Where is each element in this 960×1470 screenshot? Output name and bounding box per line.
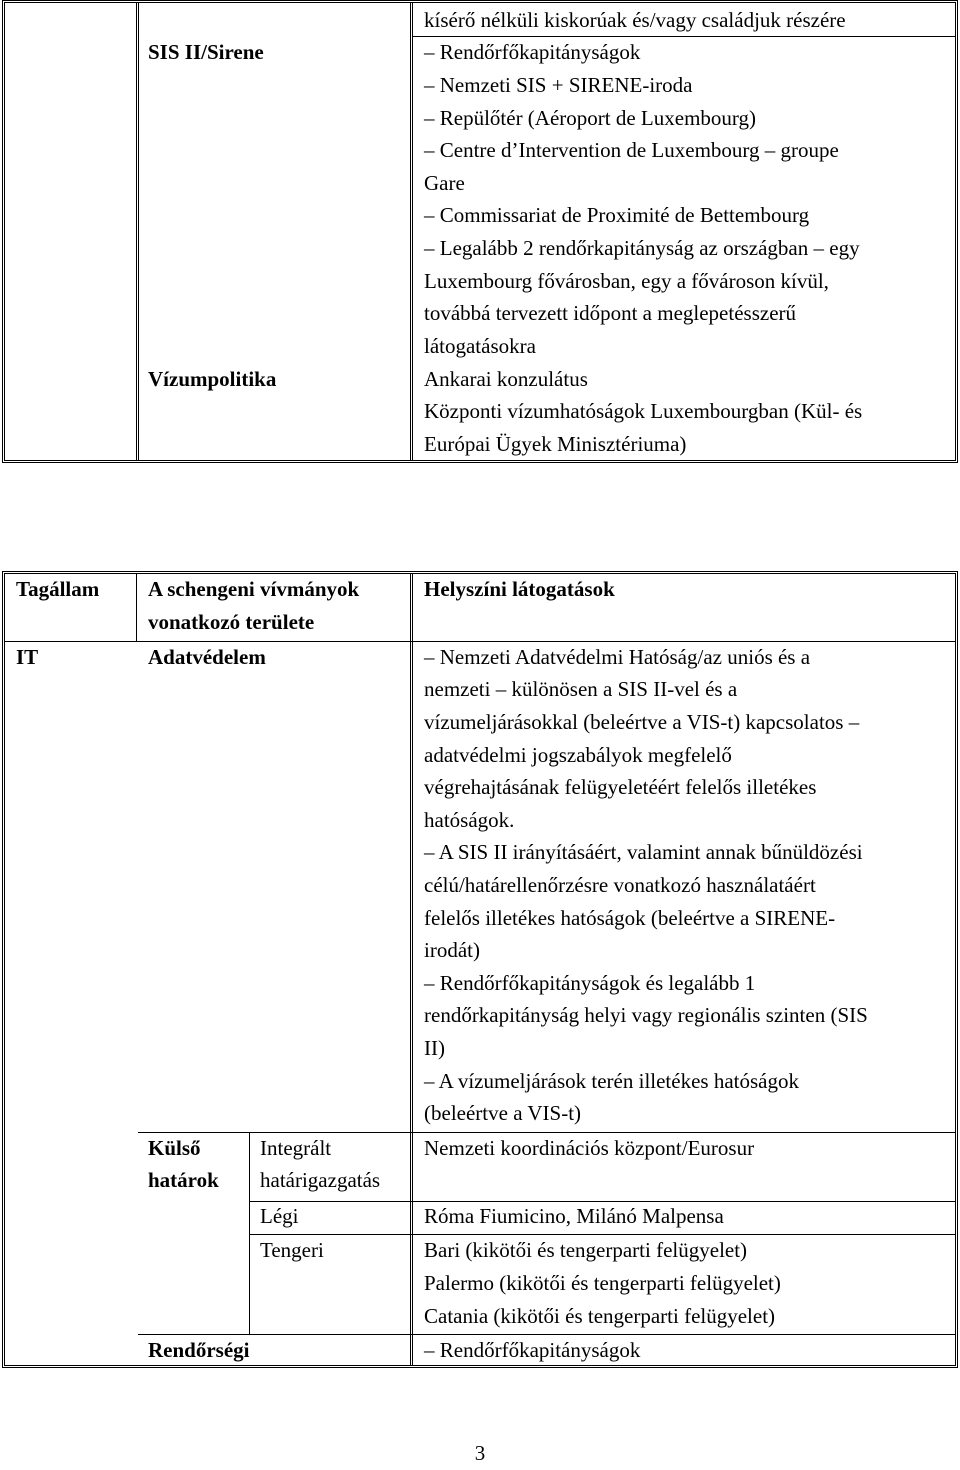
sis-line: látogatásokra — [424, 334, 536, 358]
lower-table — [2, 571, 958, 1368]
data-protection-line: vízumeljárásokkal (beleértve a VIS-t) kapcsolatos – — [424, 710, 860, 734]
data-protection-line: – Rendőrfőkapitányságok és legalább 1 — [424, 971, 756, 995]
sea-visit: Palermo (kikötői és tengerparti felügyelet) — [424, 1271, 781, 1295]
lower-col-divider-2 — [410, 573, 411, 1366]
header-member-state: Tagállam — [16, 577, 100, 601]
upper-col-divider-1 — [136, 2, 137, 461]
data-protection-line: – Nemzeti Adatvédelmi Hatóság/az uniós és a — [424, 645, 811, 669]
data-protection-label: Adatvédelem — [148, 645, 266, 669]
sea-visit: Bari (kikötői és tengerparti felügyelet) — [424, 1238, 748, 1262]
data-protection-line: rendőrkapitányság helyi vagy regionális szinten (SIS — [424, 1003, 868, 1027]
data-protection-line: irodát) — [424, 938, 480, 962]
external-borders-label-2: határok — [148, 1168, 219, 1192]
external-borders-label-1: Külső — [148, 1136, 201, 1160]
sis-line: Luxembourg fővárosban, egy a fővároson kívül, — [424, 269, 829, 293]
visa-policy-label: Vízumpolitika — [148, 367, 277, 391]
upper-col-divider-2 — [410, 2, 411, 461]
data-protection-line: nemzeti – különösen a SIS II-vel és a — [424, 677, 738, 701]
sis-line: – Rendőrfőkapitányságok — [424, 40, 641, 64]
sea-visit: Catania (kikötői és tengerparti felügyelet) — [424, 1304, 776, 1328]
data-protection-line: felelős illetékes hatóságok (beleértve a SIRENE- — [424, 906, 836, 930]
data-protection-line: II) — [424, 1036, 445, 1060]
air-label: Légi — [260, 1204, 299, 1228]
data-protection-line: – A SIS II irányításáért, valamint annak bűnüldözési — [424, 840, 863, 864]
upper-col-divider-1b — [138, 2, 139, 461]
integrated-label-1: Integrált — [260, 1136, 332, 1160]
police-label: Rendőrségi — [148, 1338, 250, 1362]
lower-col-divider-1 — [136, 573, 137, 641]
upper-col-divider-2b — [412, 2, 413, 461]
page-number: 3 — [474, 1441, 486, 1465]
data-protection-line: célú/határellenőrzésre vonatkozó használatáért — [424, 873, 816, 897]
data-protection-line: végrehajtásának felügyeletéért felelős illetékes — [424, 775, 817, 799]
sea-label: Tengeri — [260, 1238, 324, 1262]
data-protection-line: adatvédelmi jogszabályok megfelelő — [424, 743, 732, 767]
member-state-code: IT — [16, 645, 39, 669]
integrated-visit: Nemzeti koordinációs központ/Eurosur — [424, 1136, 755, 1160]
data-protection-line: (beleértve a VIS-t) — [424, 1101, 582, 1125]
lower-subcol-divider — [249, 1132, 250, 1334]
data-protection-line: – A vízumeljárások terén illetékes hatóságok — [424, 1069, 799, 1093]
sis-line: kísérő nélküli kiskorúak és/vagy családjuk részére — [424, 8, 846, 32]
police-visit: – Rendőrfőkapitányságok — [424, 1338, 641, 1362]
air-visit: Róma Fiumicino, Milánó Malpensa — [424, 1204, 724, 1228]
sis-sirene-label: SIS II/Sirene — [148, 40, 264, 64]
header-area-line2: vonatkozó területe — [148, 610, 315, 634]
sis-line: – Centre d’Intervention de Luxembourg – groupe — [424, 138, 839, 162]
header-area-line1: A schengeni vívmányok — [148, 577, 360, 601]
header-site-visits: Helyszíni látogatások — [424, 577, 615, 601]
visa-line: Ankarai konzulátus — [424, 367, 588, 391]
lower-col-divider-2b — [412, 573, 413, 1366]
sis-line: továbbá tervezett időpont a meglepetésszerű — [424, 301, 797, 325]
visa-line: Európai Ügyek Minisztériuma) — [424, 432, 687, 456]
sis-line: – Commissariat de Proximité de Bettembourg — [424, 203, 810, 227]
integrated-label-2: határigazgatás — [260, 1168, 381, 1192]
sis-line: – Repülőtér (Aéroport de Luxembourg) — [424, 106, 757, 130]
upper-table — [2, 0, 958, 463]
data-protection-line: hatóságok. — [424, 808, 515, 832]
sis-line: – Legalább 2 rendőrkapitányság az országban – egy — [424, 236, 860, 260]
sis-line: Gare — [424, 171, 465, 195]
visa-line: Központi vízumhatóságok Luxembourgban (Kül- és — [424, 399, 863, 423]
sis-line: – Nemzeti SIS + SIRENE-iroda — [424, 73, 693, 97]
